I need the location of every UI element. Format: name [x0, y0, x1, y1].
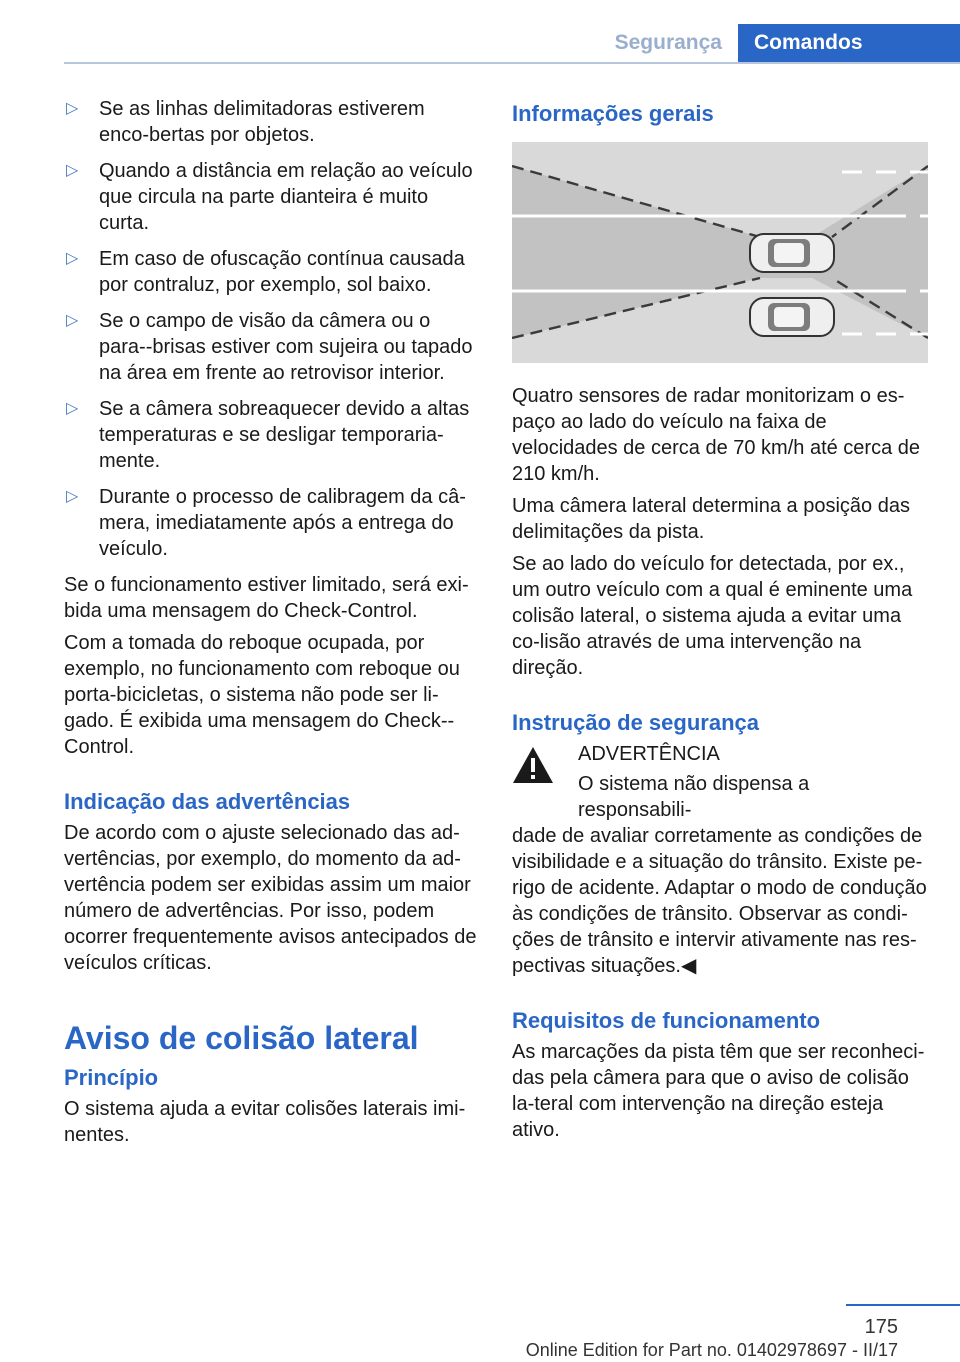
- section-tab[interactable]: Segurança: [614, 31, 722, 54]
- list-item: ▷ Se a câmera sobreaquecer devido a altas temperaturas e se desligar temporaria-mente.: [66, 398, 470, 472]
- car-icon: [750, 298, 834, 336]
- camera-paragraph: Uma câmera lateral determina a posição das delimitações da pista.: [512, 495, 910, 543]
- requirements-paragraph: As marcações da pista têm que ser reconheci-das pela câmera para que o aviso de colisão la-teral com intervenção na direção esteja ativo.: [512, 1041, 925, 1141]
- warning-triangle-icon: [512, 745, 554, 785]
- sensors-paragraph: Quatro sensores de radar monitorizam o es-paço ao lado do veículo na faixa de velocidades de cerca de 70 km/h até cerca de 210 km/h.: [512, 385, 921, 485]
- warning-text: dade de avaliar corretamente as condições de visibilidade e a situação do trânsito. Existe pe-rigo de acidente. Adaptar o modo de condução às condições de trânsito. Observar as condi-ções de trânsito e intervir ativamente nas res-pectivas situações.◀: [512, 825, 927, 977]
- triangle-bullet-icon: ▷: [66, 250, 79, 267]
- triangle-bullet-icon: ▷: [66, 100, 79, 117]
- general-heading: Informações gerais: [512, 101, 714, 126]
- triangle-bullet-icon: ▷: [66, 312, 79, 329]
- car-icon: [750, 234, 834, 272]
- list-item: ▷ Durante o processo de calibragem da câ-mera, imediatamente após a entrega do veículo.: [66, 486, 466, 560]
- radar-coverage-illustration: [512, 142, 928, 363]
- main-heading: Aviso de colisão lateral: [64, 1020, 419, 1056]
- left-column: [64, 96, 478, 1154]
- list-item: ▷ Em caso de ofuscação contínua causada por contraluz, por exemplo, sol baixo.: [66, 248, 465, 296]
- limitation-list: [64, 96, 478, 562]
- edition-note: Online Edition for Part no. 01402978697 - II/17: [525, 1340, 898, 1360]
- footer-rule: [846, 1304, 960, 1306]
- warning-block: [512, 741, 928, 823]
- list-item: ▷ Se as linhas delimitadoras estiverem enco-bertas por objetos.: [66, 98, 425, 146]
- limited-paragraph: Se o funcionamento estiver limitado, será exi-bida uma mensagem do Check-Control.: [64, 574, 469, 622]
- warnings-paragraph: De acordo com o ajuste selecionado das ad-vertências, por exemplo, do momento da ad-vertência podem ser exibidas assim um maior número de advertências. Por isso, podem ocorrer frequentemente avisos antecipados de veículos críticas.: [64, 822, 477, 974]
- list-item: ▷ Se o campo de visão da câmera ou o para--brisas estiver com sujeira ou tapado na área em frente ao retrovisor interior.: [66, 310, 473, 384]
- requirements-heading: Requisitos de funcionamento: [512, 1008, 821, 1033]
- triangle-bullet-icon: ▷: [66, 400, 79, 417]
- principle-paragraph: O sistema ajuda a evitar colisões laterais imi-nentes.: [64, 1098, 466, 1146]
- right-column: [512, 96, 928, 1149]
- trailer-paragraph: Com a tomada do reboque ocupada, por exemplo, no funcionamento com reboque ou porta-bicicletas, o sistema não pode ser li-gado. É exibida uma mensagem do Check--Control.: [64, 632, 460, 758]
- warning-label: ADVERTÊNCIA: [578, 743, 720, 765]
- safety-heading: Instrução de segurança: [512, 710, 759, 735]
- list-item: ▷ Quando a distância em relação ao veículo que circula na parte dianteira é muito curta.: [66, 160, 473, 234]
- detection-paragraph: Se ao lado do veículo for detectada, por ex., um outro veículo com a qual é eminente uma colisão lateral, o sistema ajuda a evitar uma co-lisão através de uma intervenção na direção.: [512, 553, 913, 679]
- principle-heading: Princípio: [64, 1065, 159, 1090]
- triangle-bullet-icon: ▷: [66, 162, 79, 179]
- warning-text-first-line: O sistema não dispensa a responsabili-: [578, 773, 810, 821]
- page-header: [64, 24, 960, 64]
- chapter-tab[interactable]: Comandos: [738, 24, 960, 62]
- triangle-bullet-icon: ▷: [66, 488, 79, 505]
- page-number: 175: [864, 1316, 898, 1338]
- warnings-heading: Indicação das advertências: [64, 789, 351, 814]
